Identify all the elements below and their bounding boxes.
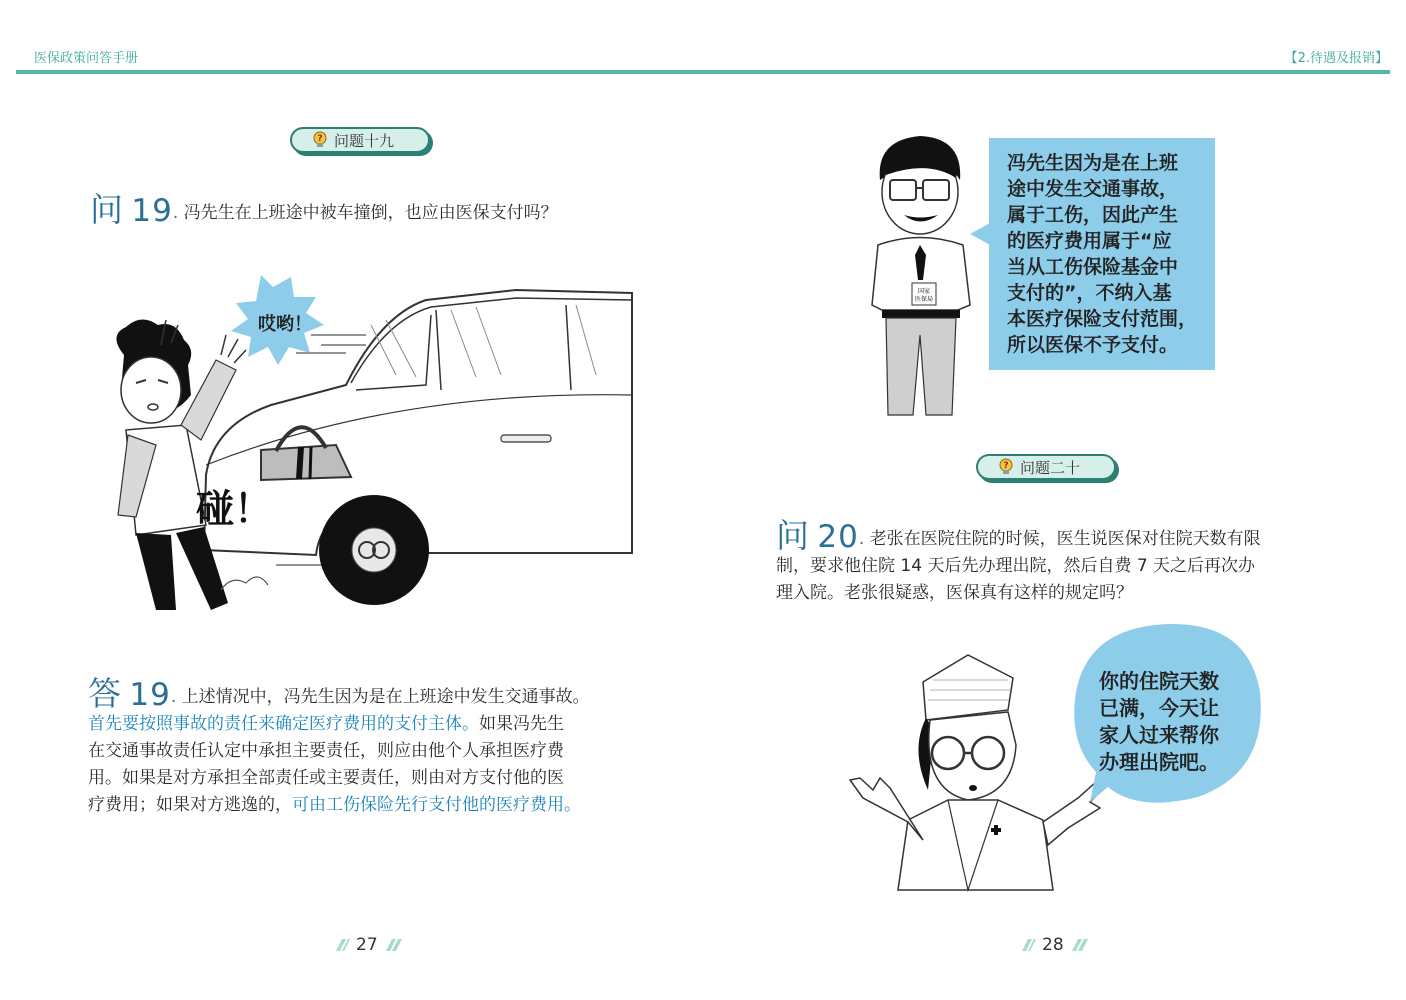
svg-text:?: ? [1003, 461, 1009, 471]
question-19-prefix: 问 [90, 190, 126, 229]
question-19: 问 19. 冯先生在上班途中被车撞倒，也应由医保支付吗？ [90, 190, 558, 229]
question-20-tag [976, 454, 1116, 480]
doctor-speech-line: 家人过来帮你 [1099, 723, 1219, 747]
answer-19-line-3: 在交通事故责任认定中承担主要责任，则应由他个人承担医疗费 [88, 741, 564, 761]
speech-line: 本医疗保险支付范围， [1007, 308, 1198, 330]
answer-19-line-2-tail: 如果冯先生 [479, 714, 564, 734]
question-20: 问 20. 老张在医院住院的时候，医生说医保对住院天数有限 制，要求他住院 14 天后先办理出院，然后自费 7 天之后再次办 理入院。老张很疑惑，医保真有这样的规定吗？ [776, 522, 1336, 607]
page-number-right [1018, 935, 1088, 955]
doctor-speech-line: 办理出院吧。 [1099, 750, 1219, 774]
speech-line: 冯先生因为是在上班 [1007, 152, 1179, 174]
slash-decoration-icon [384, 939, 402, 951]
answer-19-number: 19 [129, 677, 171, 713]
doctor-speech-line: 已满，今天让 [1099, 696, 1219, 720]
lightbulb-icon [312, 131, 328, 149]
question-19-text: 冯先生在上班途中被车撞倒，也应由医保支付吗？ [183, 203, 558, 223]
officer-speech-box [989, 138, 1215, 370]
speech-line: 的医疗费用属于“应 [1007, 230, 1172, 252]
lightbulb-icon [998, 458, 1014, 476]
answer-19: 答 19. 上述情况中，冯先生因为是在上班途中发生交通事故。 首先要按照事故的责任来确定医疗费用的支付主体。如果冯先生 在交通事故责任认定中承担主要责任，则应由他个人承担医疗费 用。如果是对方承担全部责任或主要责任，则由对方支付他的医 疗费用；如果对方逃逸的，可由工伤保险先行支付他的医疗费用。 [88, 680, 640, 819]
answer-19-line-1: 上述情况中，冯先生因为是在上班途中发生交通事故。 [181, 687, 590, 707]
question-20-number: 20 [817, 519, 859, 555]
answer-19-line-4: 用。如果是对方承担全部责任或主要责任，则由对方支付他的医 [88, 768, 564, 788]
question-20-tag-label: 问题二十 [1020, 458, 1081, 477]
page-number-27: 27 [356, 935, 378, 955]
question-20-line-3: 理入院。老张很疑惑，医保真有这样的规定吗？ [776, 583, 1133, 603]
question-20-line-2: 制，要求他住院 14 天后先办理出院，然后自费 7 天之后再次办 [776, 556, 1256, 576]
section-title: 【2.待遇及报销】 [1284, 51, 1388, 66]
badge-label: 国家 [917, 288, 931, 295]
answer-19-prefix: 答 [88, 674, 124, 713]
header-divider [16, 70, 1390, 74]
question-20-line-1: 老张在医院住院的时候，医生说医保对住院天数有限 [869, 529, 1261, 549]
question-20-prefix: 问 [776, 516, 812, 555]
question-19-tag [290, 127, 430, 153]
insurance-officer-illustration [868, 130, 978, 422]
speech-line: 支付的”，不纳入基 [1007, 282, 1172, 304]
page-number-left [332, 935, 402, 955]
answer-19-line-5-head: 疗费用；如果对方逃逸的， [88, 795, 292, 815]
page-number-28: 28 [1042, 935, 1064, 955]
car-accident-illustration [96, 265, 636, 635]
question-19-tag-label: 问题十九 [334, 131, 395, 150]
doctor-speech-line: 你的住院天数 [1099, 669, 1219, 693]
speech-line: 属于工伤，因此产生 [1007, 204, 1179, 226]
speech-line: 所以医保不予支付。 [1007, 334, 1179, 356]
slash-decoration-icon [1070, 939, 1088, 951]
speech-line: 当从工伤保险基金中 [1007, 256, 1179, 278]
slash-decoration-icon [332, 939, 350, 951]
impact-sound-text: 碰！ [196, 486, 273, 531]
slash-decoration-icon [1018, 939, 1036, 951]
handbook-title: 医保政策问答手册 [34, 51, 139, 66]
answer-19-highlight-1: 首先要按照事故的责任来确定医疗费用的支付主体。 [88, 714, 479, 734]
doctor-speech-text [1099, 668, 1239, 776]
burst-exclamation: 哎哟！ [258, 314, 312, 335]
speech-line: 途中发生交通事故， [1007, 178, 1179, 200]
answer-19-highlight-2: 可由工伤保险先行支付他的医疗费用。 [292, 795, 581, 815]
question-19-number: 19 [131, 193, 173, 229]
svg-text:?: ? [317, 134, 323, 144]
svg-text:医保局: 医保局 [914, 296, 934, 303]
